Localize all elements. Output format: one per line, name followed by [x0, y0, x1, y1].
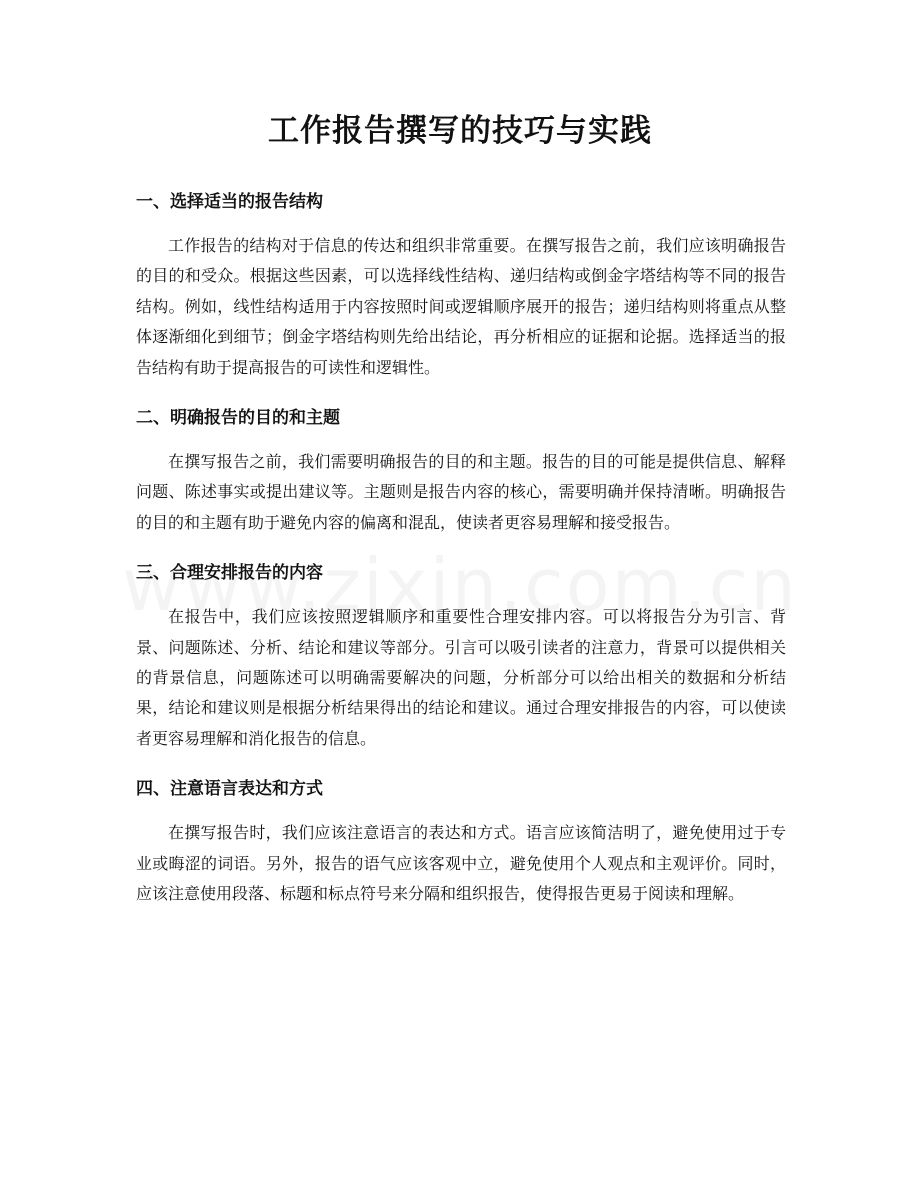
page-title: 工作报告撰写的技巧与实践 [268, 113, 652, 149]
section-paragraph: 在报告中，我们应该按照逻辑顺序和重要性合理安排内容。可以将报告分为引言、背景、问题陈述、分析、结论和建议等部分。引言可以吸引读者的注意力，背景可以提供相关的背景信息，问题陈述可以明确需要解决的问题，分析部分可以给出相关的数据和分析结果，结论和建议则是根据分析结果得出的结论和建议。通过合理安排报告的内容，可以使读者更容易理解和消化报告的信息。 [136, 607, 786, 748]
section-2 [136, 402, 786, 538]
section-heading: 一、选择适当的报告结构 [136, 192, 323, 212]
section-paragraph: 在撰写报告时，我们应该注意语言的表达和方式。语言应该简洁明了，避免使用过于专业或晦涩的词语。另外，报告的语气应该客观中立，避免使用个人观点和主观评价。同时，应该注意使用段落、标题和标点符号来分隔和组织报告，使得报告更易于阅读和理解。 [136, 823, 786, 904]
section-4 [136, 773, 786, 909]
section-paragraph: 工作报告的结构对于信息的传达和组织非常重要。在撰写报告之前，我们应该明确报告的目的和受众。根据这些因素，可以选择线性结构、递归结构或倒金字塔结构等不同的报告结构。例如，线性结构适用于内容按照时间或逻辑顺序展开的报告；递归结构则将重点从整体逐渐细化到细节；倒金字塔结构则先给出结论，再分析相应的证据和论据。选择适当的报告结构有助于提高报告的可读性和逻辑性。 [136, 236, 786, 377]
section-heading: 二、明确报告的目的和主题 [136, 408, 340, 429]
section-heading: 三、合理安排报告的内容 [136, 563, 323, 584]
document-content [136, 186, 786, 929]
section-3 [136, 557, 786, 754]
section-paragraph: 在撰写报告之前，我们需要明确报告的目的和主题。报告的目的可能是提供信息、解释问题、陈述事实或提出建议等。主题则是报告内容的核心，需要明确并保持清晰。明确报告的目的和主题有助于避免内容的偏离和混乱，使读者更容易理解和接受报告。 [136, 452, 786, 532]
section-1 [136, 186, 786, 383]
section-heading: 四、注意语言表达和方式 [136, 779, 323, 800]
